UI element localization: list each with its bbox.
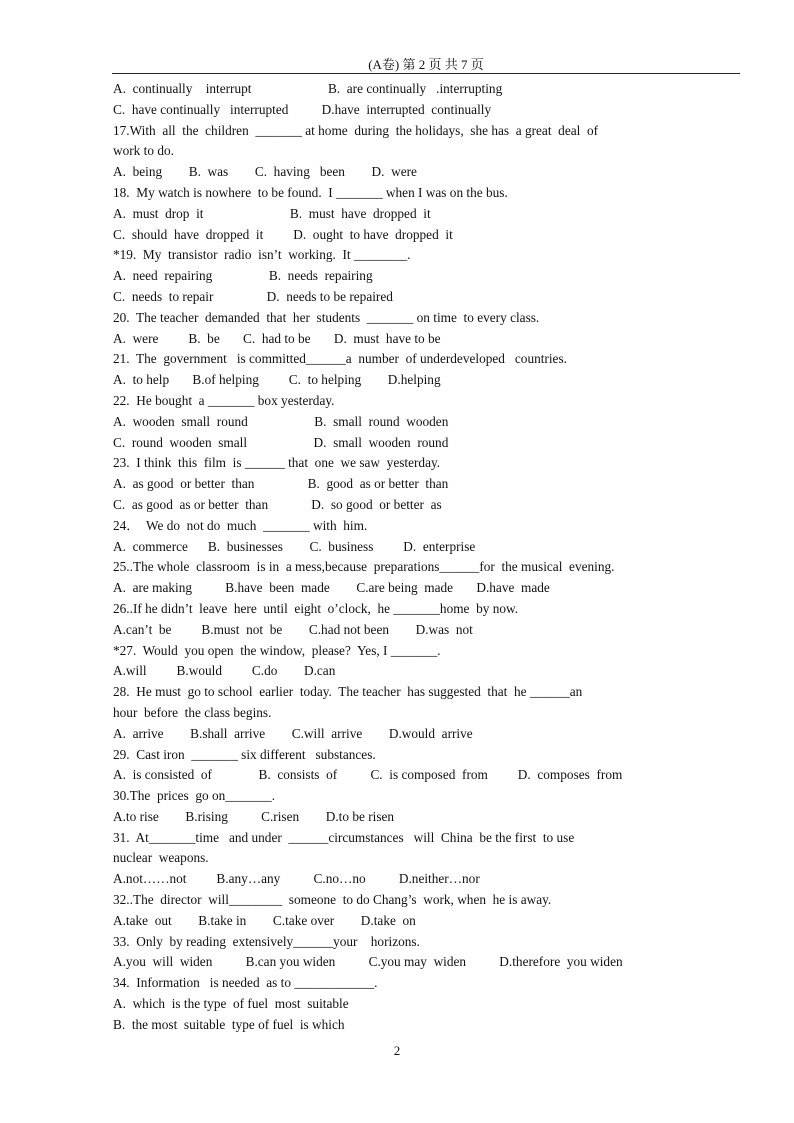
options-32: A.take out B.take in C.take over D.take on	[113, 912, 416, 928]
question-26: 26..If he didn’t leave here until eight o’clock, he _______home by now.	[113, 600, 519, 616]
text-line: work to do.	[113, 143, 174, 159]
page-number: 2	[393, 1043, 401, 1058]
options-17: A. being B. was C. having been D. were	[113, 164, 417, 180]
question-18: 18. My watch is nowhere to be found. I _______ when I was on the bus.	[113, 184, 508, 200]
question-33: 33. Only by reading extensively______your horizons.	[113, 933, 420, 949]
text-line: hour before the class begins.	[113, 704, 272, 720]
options-23: A. as good or better than B. good as or better than	[113, 476, 449, 492]
question-29: 29. Cast iron _______ six different substances.	[113, 746, 376, 762]
question-27: *27. Would you open the window, please? Yes, I _______.	[113, 642, 441, 658]
question-25: 25..The whole classroom is in a mess,because preparations______for the musical evening.	[113, 559, 615, 575]
options-18: A. must drop it B. must have dropped it	[113, 205, 431, 221]
options-27: A.will B.would C.do D.can	[113, 663, 336, 679]
options-23: C. as good as or better than D. so good or better as	[113, 496, 442, 512]
options-19: C. needs to repair D. needs to be repaired	[113, 288, 393, 304]
text-line: nuclear weapons.	[113, 850, 209, 866]
text-line: A. continually interrupt B. are continually .interrupting	[113, 81, 503, 96]
options-26: A.can’t be B.must not be C.had not been D.was not	[113, 621, 473, 637]
question-23: 23. I think this film is ______ that one we saw yesterday.	[113, 455, 441, 471]
options-29: A. is consisted of B. consists of C. is composed from D. composes from	[113, 767, 623, 783]
page-header: (A卷) 第 2 页 共 7 页	[112, 56, 740, 74]
question-31: 31. At_______time and under ______circumstances will China be the first to use	[113, 829, 575, 845]
question-21: 21. The government is committed______a number of underdeveloped countries.	[113, 351, 567, 367]
options-30: A.to rise B.rising C.risen D.to be risen	[113, 808, 395, 824]
question-17: 17.With all the children _______ at home during the holidays, she has a great deal of	[113, 122, 599, 138]
question-20: 20. The teacher demanded that her students _______ on time to every class.	[113, 309, 540, 325]
options-21: A. to help B.of helping C. to helping D.helping	[113, 372, 441, 388]
options-22: A. wooden small round B. small round wooden	[113, 413, 449, 429]
question-24: 24． We do not do much _______ with him.	[113, 517, 368, 533]
question-28: 28. He must go to school earlier today. The teacher has suggested that he ______an	[113, 684, 583, 700]
question-30: 30.The prices go on_______.	[113, 788, 276, 804]
options-22: C. round wooden small D. small wooden round	[113, 434, 449, 450]
question-22: 22. He bought a _______ box yesterday.	[113, 392, 335, 408]
options-25: A. are making B.have been made C.are being made D.have made	[113, 580, 550, 596]
question-content	[113, 79, 693, 1036]
options-34: A. which is the type of fuel most suitable	[113, 996, 349, 1012]
options-28: A. arrive B.shall arrive C.will arrive D.would arrive	[113, 725, 473, 741]
options-31: A.not……not B.any…any C.no…no D.neither…nor	[113, 871, 480, 887]
question-32: 32..The director will________ someone to do Chang’s work, when he is away.	[113, 892, 552, 908]
options-18: C. should have dropped it D. ought to have dropped it	[113, 226, 453, 242]
options-34: B. the most suitable type of fuel is which	[113, 1016, 345, 1032]
options-33: A.you will widen B.can you widen C.you may widen D.therefore you widen	[113, 954, 623, 970]
text-line: C. have continually interrupted D.have interrupted continually	[113, 101, 492, 117]
question-34: 34. Information is needed as to ____________.	[113, 975, 378, 991]
question-19: *19. My transistor radio isn’t working. It ________.	[113, 247, 411, 263]
options-19: A. need repairing B. needs repairing	[113, 268, 373, 284]
options-24: A. commerce B. businesses C. business D. enterprise	[113, 538, 476, 554]
options-20: A. were B. be C. had to be D. must have to be	[113, 330, 441, 346]
